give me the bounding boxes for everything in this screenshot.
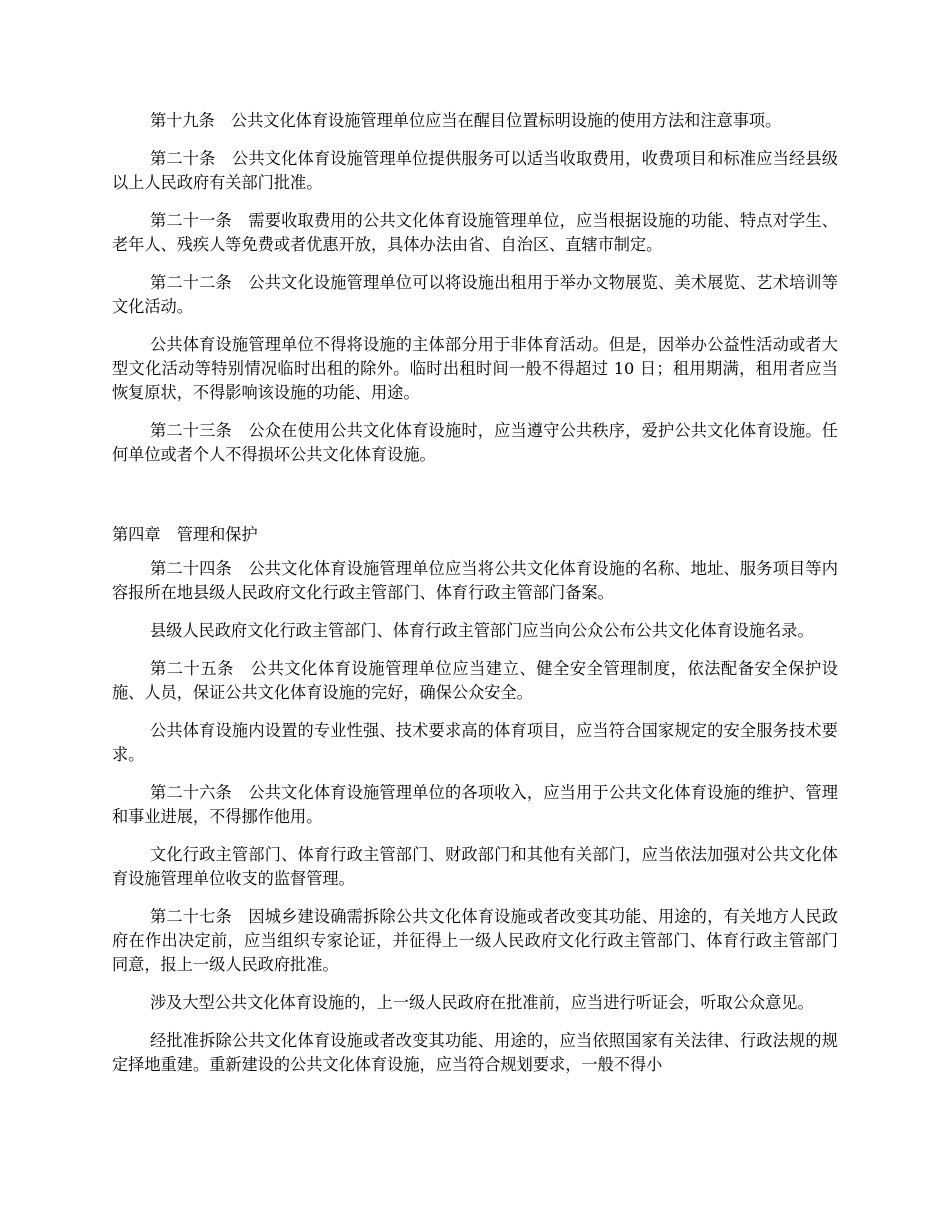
article-21: 第二十一条 需要收取费用的公共文化体育设施管理单位，应当根据设施的功能、特点对学生、老年人、残疾人等免费或者优惠开放，具体办法由省、自治区、直辖市制定。 bbox=[112, 211, 838, 254]
article-24-paragraph-2: 县级人民政府文化行政主管部门、体育行政主管部门应当向公众公布公共文化体育设施名录。 bbox=[150, 621, 814, 640]
article-22-paragraph-2: 公共体育设施管理单位不得将设施的主体部分用于非体育活动。但是，因举办公益性活动或者大型文化活动等特别情况临时出租的除外。临时出租时间一般不得超过 10 日；租用期满，租用者应当恢复原状，不得影响该设施的功能、用途。 bbox=[112, 335, 838, 402]
article-20: 第二十条 公共文化体育设施管理单位提供服务可以适当收取费用，收费项目和标准应当经县级以上人民政府有关部门批准。 bbox=[112, 149, 838, 192]
article-27-paragraph-3: 经批准拆除公共文化体育设施或者改变其功能、用途的，应当依照国家有关法律、行政法规的规定择地重建。重新建设的公共文化体育设施，应当符合规划要求，一般不得小 bbox=[112, 1031, 838, 1074]
article-25: 第二十五条 公共文化体育设施管理单位应当建立、健全安全管理制度，依法配备安全保护设施、人员，保证公共文化体育设施的完好，确保公众安全。 bbox=[112, 659, 838, 702]
article-23: 第二十三条 公众在使用公共文化体育设施时，应当遵守公共秩序，爱护公共文化体育设施。任何单位或者个人不得损坏公共文化体育设施。 bbox=[112, 421, 838, 464]
article-27: 第二十七条 因城乡建设确需拆除公共文化体育设施或者改变其功能、用途的，有关地方人民政府在作出决定前，应当组织专家论证，并征得上一级人民政府文化行政主管部门、体育行政主管部门同意，报上一级人民政府批准。 bbox=[112, 907, 838, 974]
article-27-paragraph-2: 涉及大型公共文化体育设施的，上一级人民政府在批准前，应当进行听证会，听取公众意见。 bbox=[150, 993, 814, 1012]
article-22: 第二十二条 公共文化设施管理单位可以将设施出租用于举办文物展览、美术展览、艺术培训等文化活动。 bbox=[112, 273, 838, 316]
article-25-paragraph-2: 公共体育设施内设置的专业性强、技术要求高的体育项目，应当符合国家规定的安全服务技术要求。 bbox=[112, 721, 838, 764]
article-19: 第十九条 公共文化体育设施管理单位应当在醒目位置标明设施的使用方法和注意事项。 bbox=[150, 111, 782, 130]
article-26-paragraph-2: 文化行政主管部门、体育行政主管部门、财政部门和其他有关部门，应当依法加强对公共文化体育设施管理单位收支的监督管理。 bbox=[112, 845, 838, 888]
article-26: 第二十六条 公共文化体育设施管理单位的各项收入，应当用于公共文化体育设施的维护、管理和事业进展，不得挪作他用。 bbox=[112, 783, 838, 826]
chapter-title: 第四章 管理和保护 bbox=[112, 525, 258, 544]
article-24: 第二十四条 公共文化体育设施管理单位应当将公共文化体育设施的名称、地址、服务项目等内容报所在地县级人民政府文化行政主管部门、体育行政主管部门备案。 bbox=[112, 559, 838, 602]
